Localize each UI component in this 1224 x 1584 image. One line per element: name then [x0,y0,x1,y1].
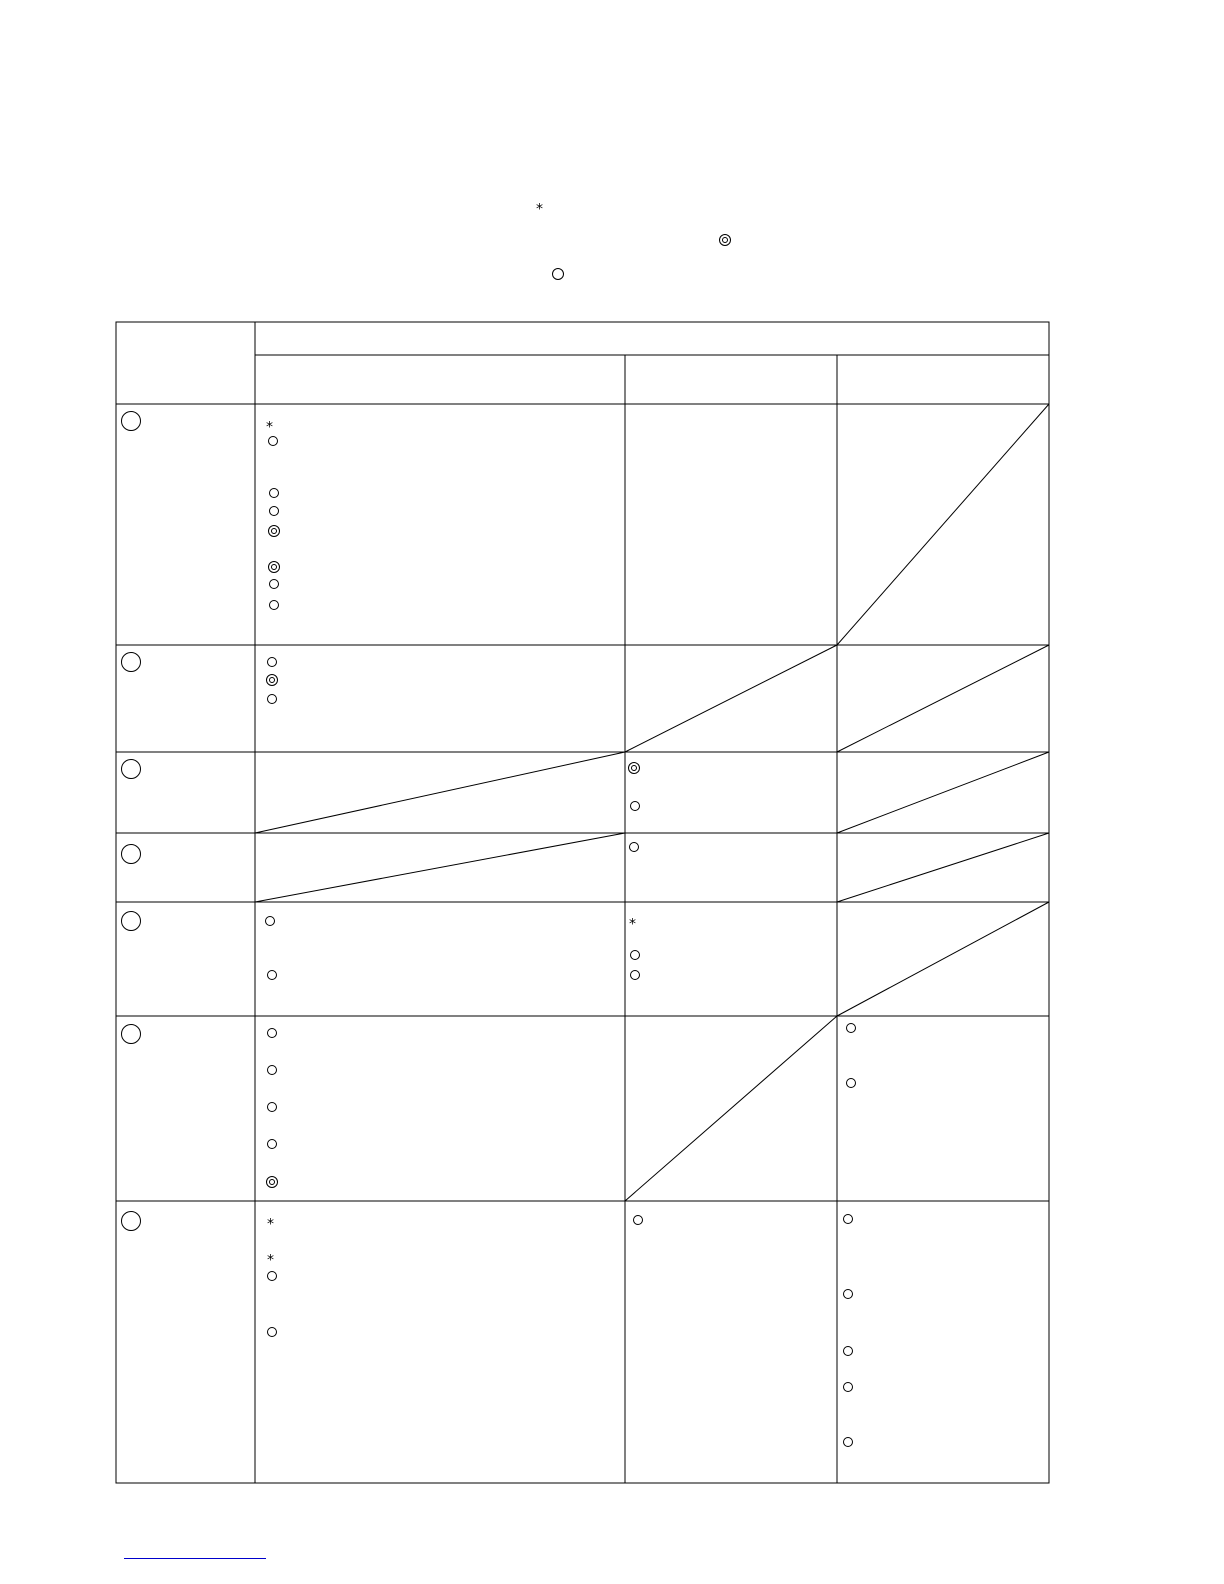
row-marker-2-icon [121,652,141,672]
circle-icon [269,506,279,516]
circle-icon [269,488,279,498]
asterisk-icon: ⁎ [266,415,273,431]
circle-icon [633,1215,643,1225]
circle-icon [267,1102,277,1112]
circle-icon [268,436,278,446]
circle-icon [843,1289,853,1299]
circle-icon [267,1327,277,1337]
row-marker-7-icon [121,1211,141,1231]
circle-icon [267,1028,277,1038]
circle-icon [843,1437,853,1447]
circle-icon [265,916,275,926]
row-marker-3-icon [121,759,141,779]
circle-icon [267,1065,277,1075]
row-marker-5-icon [121,911,141,931]
circle-icon [267,694,277,704]
asterisk-icon: ⁎ [267,1212,274,1228]
circle-icon [267,1271,277,1281]
asterisk-icon: ⁎ [267,1248,274,1264]
row-marker-1-icon [121,411,141,431]
circle-icon [630,801,640,811]
circle-icon [843,1382,853,1392]
double-circle-icon [268,561,280,573]
circle-icon [629,842,639,852]
asterisk-icon: ⁎ [629,912,636,928]
circle-icon [267,657,277,667]
circle-icon [630,970,640,980]
circle-icon [846,1023,856,1033]
row-marker-4-icon [121,844,141,864]
double-circle-icon [628,762,640,774]
circle-icon [267,970,277,980]
double-circle-icon [266,674,278,686]
circle-icon [269,579,279,589]
legend-asterisk-icon: ⁎ [536,197,543,213]
double-circle-icon [266,1176,278,1188]
circle-icon [846,1078,856,1088]
double-circle-icon [268,525,280,537]
circle-icon [269,600,279,610]
circle-icon [843,1214,853,1224]
row-marker-6-icon [121,1024,141,1044]
circle-icon [267,1139,277,1149]
circle-icon [843,1346,853,1356]
circle-icon [630,950,640,960]
footer-link-underline[interactable] [124,1558,266,1559]
